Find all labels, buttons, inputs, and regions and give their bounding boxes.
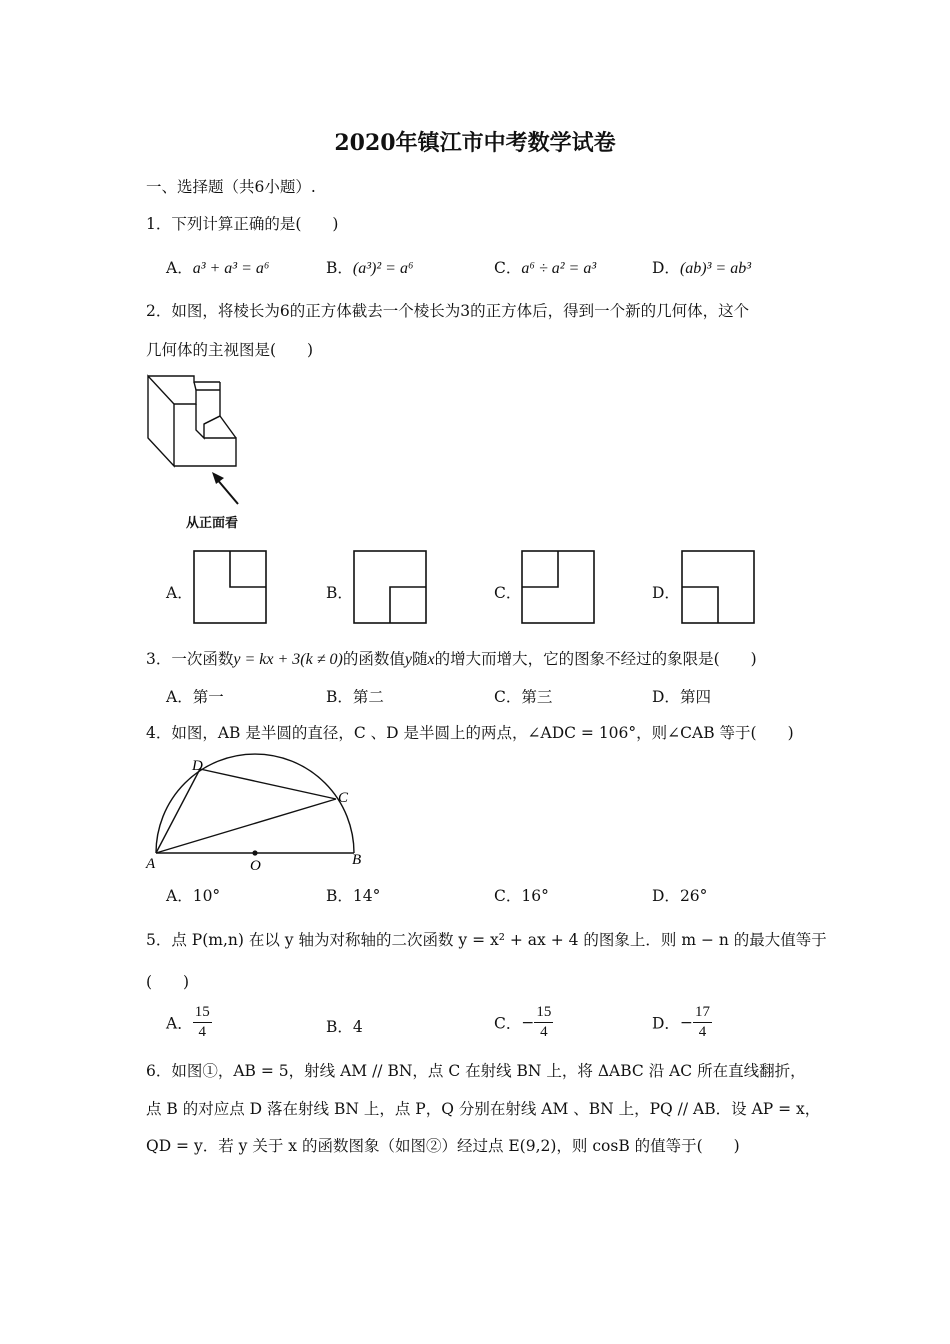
option-label: D． xyxy=(652,887,680,905)
page-title: 2020年镇江市中考数学试卷 xyxy=(334,130,616,156)
q3-prefix: 3．一次函数 xyxy=(146,650,234,668)
q3-var-x: x xyxy=(427,651,435,668)
question-6-line2: 点 B 的对应点 D 落在射线 BN 上，点 P，Q 分别在射线 AM 、BN 上，PQ // AB．设 AP = x， xyxy=(146,1100,821,1118)
q2-option-c-view[interactable] xyxy=(521,550,597,626)
q3-middle2: 随 xyxy=(411,650,428,668)
question-3-stem xyxy=(146,647,757,669)
q5-option-a[interactable] xyxy=(166,1005,212,1040)
fraction xyxy=(693,1005,712,1040)
question-5-stem: 5．点 P(m,n) 在以 y 轴为对称轴的二次函数 y = x² + ax + 4 的图象上．则 m − n 的最大值等于 xyxy=(146,931,827,949)
q2-option-d-view[interactable] xyxy=(681,550,757,626)
option-text: 第一 xyxy=(192,688,224,706)
figure-caption: 从正面看 xyxy=(186,516,239,531)
option-expr: a³ + a³ = a⁶ xyxy=(192,260,270,277)
q4-option-d[interactable] xyxy=(652,884,707,906)
question-1-stem: 1．下列计算正确的是( ) xyxy=(146,215,339,233)
option-label: D． xyxy=(652,688,680,706)
option-text: 4 xyxy=(352,1018,363,1036)
option-text: 第四 xyxy=(679,688,711,706)
q2-option-d-label[interactable]: D． xyxy=(652,584,680,602)
minus-sign: − xyxy=(679,1013,693,1032)
option-label: D． xyxy=(652,259,680,277)
question-2-stem-line1: 2．如图，将棱长为6的正方体截去一个棱长为3的正方体后，得到一个新的几何体，这个 xyxy=(146,302,750,320)
option-text: 14° xyxy=(352,887,381,905)
q5-option-b[interactable] xyxy=(326,1015,363,1037)
question-4-stem: 4．如图，AB 是半圆的直径，C 、D 是半圆上的两点，∠ADC = 106°，则∠CAB 等于( ) xyxy=(146,724,794,742)
option-label: A． xyxy=(166,887,193,905)
point-label-c: C xyxy=(338,790,349,806)
denominator: 4 xyxy=(540,1024,548,1040)
q4-option-b[interactable] xyxy=(326,884,380,906)
option-label: C． xyxy=(494,887,522,905)
option-text: 第三 xyxy=(521,688,553,706)
question-5-stem-line2: ( ) xyxy=(146,973,190,991)
q5-option-d[interactable] xyxy=(652,1005,712,1040)
option-label: D． xyxy=(652,1014,680,1033)
q2-option-b-label[interactable]: B． xyxy=(326,584,353,602)
option-text: 26° xyxy=(679,887,708,905)
option-label: B． xyxy=(326,688,353,706)
option-label: C． xyxy=(494,259,522,277)
point-label-b: B xyxy=(352,852,362,868)
q1-option-a[interactable] xyxy=(166,256,269,278)
option-label: A． xyxy=(166,1014,193,1033)
point-label-d: D xyxy=(192,758,203,774)
option-label: B． xyxy=(326,259,353,277)
option-label: C． xyxy=(494,1014,522,1033)
option-expr: (a³)² = a⁶ xyxy=(352,260,414,277)
q2-option-a-view[interactable] xyxy=(193,550,269,626)
minus-sign: − xyxy=(521,1013,535,1032)
q1-option-b[interactable] xyxy=(326,256,414,278)
denominator: 4 xyxy=(698,1024,707,1040)
option-text: 16° xyxy=(521,887,549,905)
cube-figure xyxy=(140,368,250,528)
point-label-o: O xyxy=(250,858,261,874)
option-label: B． xyxy=(326,887,353,905)
q4-option-c[interactable] xyxy=(494,884,549,906)
section-heading: 一、选择题（共6小题）. xyxy=(146,178,316,196)
q2-option-b-view[interactable] xyxy=(353,550,429,626)
q3-middle: 的函数值 xyxy=(342,650,405,668)
question-6-line3: QD = y．若 y 关于 x 的函数图象（如图②）经过点 E(9,2)，则 cosB 的值等于( ) xyxy=(146,1137,740,1155)
option-text: 10° xyxy=(192,887,221,905)
q2-option-a-label[interactable]: A． xyxy=(166,584,193,602)
q5-option-c[interactable] xyxy=(494,1005,553,1040)
question-2-stem-line2: 几何体的主视图是( ) xyxy=(146,341,314,359)
option-label: C． xyxy=(494,688,522,706)
point-label-a: A xyxy=(146,856,156,872)
q3-var-y: y xyxy=(404,651,412,668)
numerator: 17 xyxy=(693,1005,712,1023)
q1-option-d[interactable] xyxy=(652,256,751,278)
question-6-line1: 6．如图①，AB = 5，射线 AM // BN，点 C 在射线 BN 上，将 ΔABC 沿 AC 所在直线翻折， xyxy=(146,1062,806,1080)
fraction xyxy=(193,1005,212,1040)
fraction xyxy=(534,1005,553,1040)
numerator: 15 xyxy=(193,1005,212,1023)
option-label: A． xyxy=(166,259,193,277)
q3-suffix: 的增大而增大，它的图象不经过的象限是( ) xyxy=(434,650,757,668)
option-expr: a⁶ ÷ a² = a³ xyxy=(521,260,597,277)
q3-option-c[interactable] xyxy=(494,685,552,707)
q3-option-d[interactable] xyxy=(652,685,711,707)
semicircle-figure xyxy=(140,750,380,875)
q4-option-a[interactable] xyxy=(166,884,220,906)
option-label: B． xyxy=(326,1018,353,1036)
option-expr: (ab)³ = ab³ xyxy=(679,260,751,277)
q2-option-c-label[interactable]: C． xyxy=(494,584,522,602)
q3-option-b[interactable] xyxy=(326,685,384,707)
option-label: A． xyxy=(166,688,193,706)
option-text: 第二 xyxy=(352,688,384,706)
numerator: 15 xyxy=(534,1005,553,1023)
q3-option-a[interactable] xyxy=(166,685,224,707)
denominator: 4 xyxy=(198,1024,206,1040)
q3-expr: y = kx + 3(k ≠ 0) xyxy=(233,651,343,668)
q1-option-c[interactable] xyxy=(494,256,596,278)
